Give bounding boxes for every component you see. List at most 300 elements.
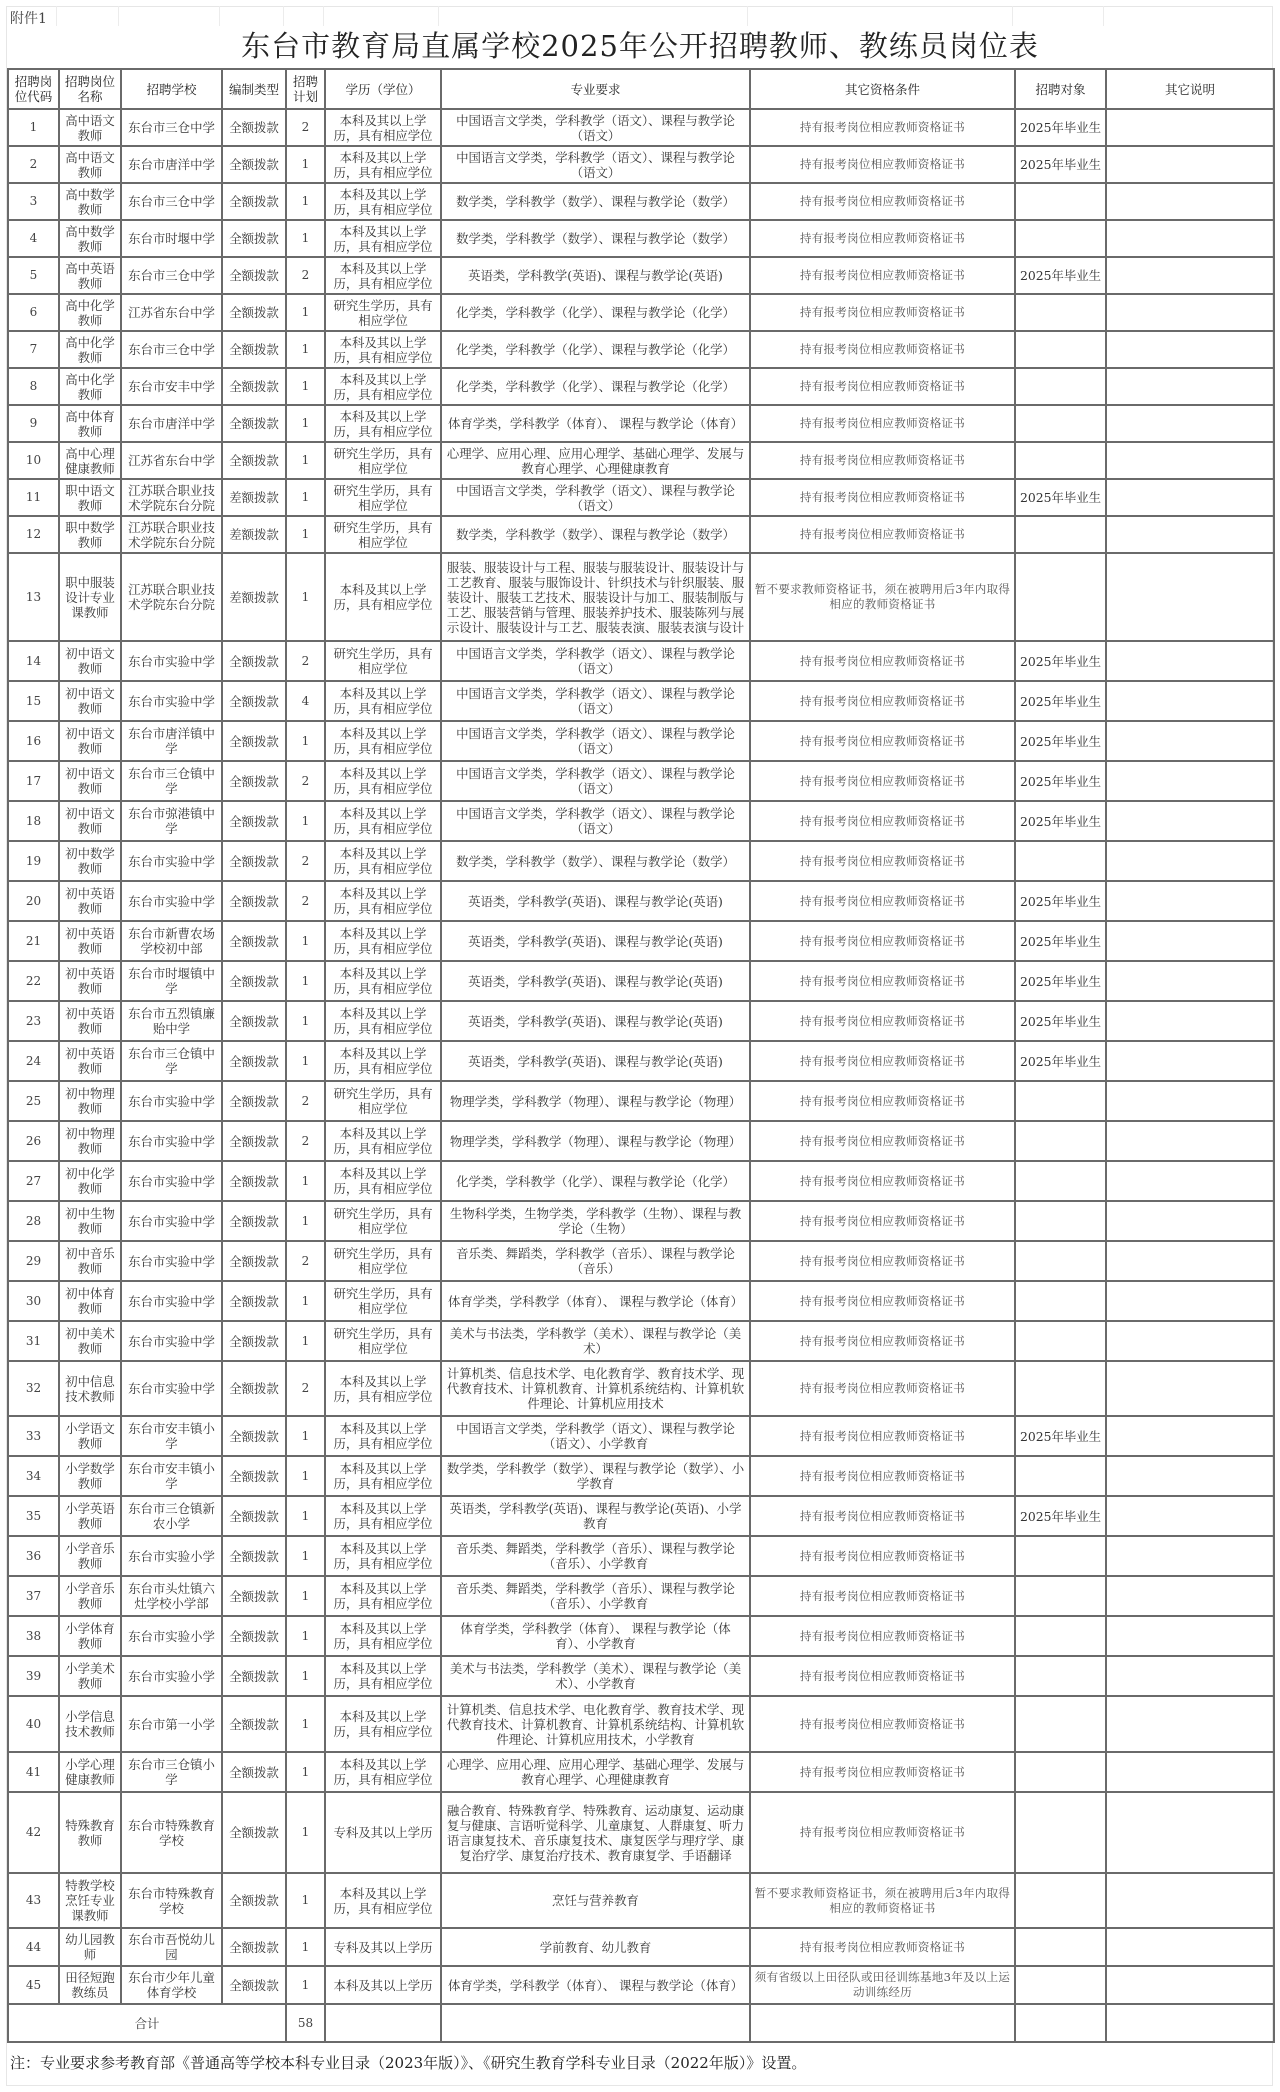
row-staffing: 全额拨款 (222, 681, 286, 721)
header-school: 招聘学校 (121, 69, 222, 109)
row-education: 本科及其以上学历，具有相应学位 (325, 368, 441, 405)
row-name: 职中数学教师 (59, 516, 121, 553)
row-name: 高中心理健康教师 (59, 442, 121, 479)
row-education: 研究生学历，具有相应学位 (325, 442, 441, 479)
row-name: 小学音乐教师 (59, 1536, 121, 1576)
row-conditions: 须有省级以上田径队或田径训练基地3年及以上运动训练经历 (750, 1966, 1015, 2004)
row-name: 职中语文教师 (59, 479, 121, 516)
row-education: 研究生学历，具有相应学位 (325, 1241, 441, 1281)
row-conditions: 持有报考岗位相应教师资格证书 (750, 1928, 1015, 1966)
row-name: 初中语文教师 (59, 721, 121, 761)
row-code: 38 (8, 1616, 59, 1656)
row-code: 21 (8, 921, 59, 961)
row-education: 本科及其以上学历，具有相应学位 (325, 1696, 441, 1752)
row-target (1015, 841, 1106, 881)
table-row (8, 1201, 1274, 1241)
row-staffing: 全额拨款 (222, 1966, 286, 2004)
row-plan: 1 (286, 1696, 325, 1752)
row-name: 初中生物教师 (59, 1201, 121, 1241)
row-major: 化学类，学科教学（化学）、课程与教学论（化学） (441, 1161, 750, 1201)
row-school: 东台市吾悦幼儿园 (121, 1928, 222, 1966)
row-education: 本科及其以上学历，具有相应学位 (325, 1656, 441, 1696)
row-education: 专科及其以上学历 (325, 1928, 441, 1966)
row-plan: 2 (286, 641, 325, 681)
row-target (1015, 368, 1106, 405)
row-plan: 1 (286, 1161, 325, 1201)
row-staffing: 全额拨款 (222, 146, 286, 183)
row-plan: 2 (286, 761, 325, 801)
row-notes (1106, 1281, 1274, 1321)
row-code: 29 (8, 1241, 59, 1281)
row-staffing: 全额拨款 (222, 801, 286, 841)
row-conditions: 持有报考岗位相应教师资格证书 (750, 183, 1015, 220)
table-row (8, 109, 1274, 146)
row-major: 音乐类、舞蹈类，学科教学（音乐）、课程与教学论（音乐）、小学教育 (441, 1576, 750, 1616)
row-conditions: 持有报考岗位相应教师资格证书 (750, 1792, 1015, 1873)
row-staffing: 差额拨款 (222, 516, 286, 553)
table-row (8, 479, 1274, 516)
row-notes (1106, 294, 1274, 331)
table-row (8, 1966, 1274, 2004)
row-education: 研究生学历，具有相应学位 (325, 641, 441, 681)
row-staffing: 差额拨款 (222, 479, 286, 516)
table-row (8, 1576, 1274, 1616)
row-school: 东台市三仓中学 (121, 331, 222, 368)
row-plan: 2 (286, 1361, 325, 1416)
row-staffing: 全额拨款 (222, 1121, 286, 1161)
row-major: 学前教育、幼儿教育 (441, 1928, 750, 1966)
table-row (8, 1001, 1274, 1041)
row-education: 研究生学历，具有相应学位 (325, 479, 441, 516)
row-notes (1106, 331, 1274, 368)
row-code: 31 (8, 1321, 59, 1361)
row-plan: 1 (286, 183, 325, 220)
row-notes (1106, 1161, 1274, 1201)
row-notes (1106, 405, 1274, 442)
row-target: 2025年毕业生 (1015, 721, 1106, 761)
row-major: 物理学类，学科教学（物理）、课程与教学论（物理） (441, 1081, 750, 1121)
row-conditions: 暂不要求教师资格证书，须在被聘用后3年内取得相应的教师资格证书 (750, 1873, 1015, 1928)
row-school: 江苏联合职业技术学院东台分院 (121, 553, 222, 641)
row-staffing: 全额拨款 (222, 1361, 286, 1416)
row-education: 本科及其以上学历，具有相应学位 (325, 109, 441, 146)
header-plan: 招聘计划 (286, 69, 325, 109)
row-name: 高中英语教师 (59, 257, 121, 294)
row-school: 东台市新曹农场学校初中部 (121, 921, 222, 961)
row-notes (1106, 109, 1274, 146)
row-name: 小学信息技术教师 (59, 1696, 121, 1752)
row-notes (1106, 1966, 1274, 2004)
row-conditions: 持有报考岗位相应教师资格证书 (750, 721, 1015, 761)
row-notes (1106, 1928, 1274, 1966)
row-staffing: 全额拨款 (222, 257, 286, 294)
row-education: 本科及其以上学历，具有相应学位 (325, 1001, 441, 1041)
row-name: 初中美术教师 (59, 1321, 121, 1361)
row-plan: 1 (286, 1536, 325, 1576)
row-name: 初中英语教师 (59, 881, 121, 921)
row-major: 烹饪与营养教育 (441, 1873, 750, 1928)
row-code: 37 (8, 1576, 59, 1616)
row-plan: 1 (286, 553, 325, 641)
row-name: 幼儿园教师 (59, 1928, 121, 1966)
row-education: 本科及其以上学历，具有相应学位 (325, 881, 441, 921)
row-code: 2 (8, 146, 59, 183)
row-education: 本科及其以上学历，具有相应学位 (325, 183, 441, 220)
row-plan: 4 (286, 681, 325, 721)
row-school: 东台市三仓中学 (121, 257, 222, 294)
row-education: 本科及其以上学历，具有相应学位 (325, 681, 441, 721)
row-school: 东台市唐洋中学 (121, 405, 222, 442)
row-staffing: 全额拨款 (222, 881, 286, 921)
row-major: 数学类，学科教学（数学）、课程与教学论（数学） (441, 841, 750, 881)
row-school: 东台市实验中学 (121, 881, 222, 921)
row-major: 美术与书法类，学科教学（美术）、课程与教学论（美术） (441, 1321, 750, 1361)
row-school: 东台市五烈镇廉贻中学 (121, 1001, 222, 1041)
row-name: 小学美术教师 (59, 1656, 121, 1696)
row-target: 2025年毕业生 (1015, 1001, 1106, 1041)
row-school: 东台市三仓中学 (121, 183, 222, 220)
row-plan: 1 (286, 1416, 325, 1456)
table-row (8, 961, 1274, 1001)
header-conditions: 其它资格条件 (750, 69, 1015, 109)
table-row (8, 368, 1274, 405)
row-staffing: 差额拨款 (222, 553, 286, 641)
table-body (8, 109, 1274, 2004)
row-target (1015, 1696, 1106, 1752)
row-school: 东台市三仓镇新农小学 (121, 1496, 222, 1536)
row-conditions: 持有报考岗位相应教师资格证书 (750, 1281, 1015, 1321)
row-school: 东台市实验中学 (121, 841, 222, 881)
row-code: 26 (8, 1121, 59, 1161)
row-name: 高中语文教师 (59, 146, 121, 183)
row-major: 化学类，学科教学（化学）、课程与教学论（化学） (441, 294, 750, 331)
row-education: 本科及其以上学历，具有相应学位 (325, 146, 441, 183)
row-notes (1106, 442, 1274, 479)
table-row (8, 1321, 1274, 1361)
row-education: 本科及其以上学历，具有相应学位 (325, 1416, 441, 1456)
row-notes (1106, 881, 1274, 921)
row-target: 2025年毕业生 (1015, 961, 1106, 1001)
row-notes (1106, 1241, 1274, 1281)
row-conditions: 持有报考岗位相应教师资格证书 (750, 405, 1015, 442)
row-name: 初中英语教师 (59, 921, 121, 961)
table-row (8, 1752, 1274, 1792)
row-plan: 1 (286, 1616, 325, 1656)
row-code: 35 (8, 1496, 59, 1536)
row-target (1015, 1281, 1106, 1321)
row-school: 东台市特殊教育学校 (121, 1873, 222, 1928)
row-major: 计算机类、信息技术学、电化教育学、教育技术学、现代教育技术、计算机教育、计算机系统结构、计算机软件理论、计算机应用技术，小学教育 (441, 1696, 750, 1752)
row-education: 本科及其以上学历，具有相应学位 (325, 1536, 441, 1576)
row-education: 本科及其以上学历，具有相应学位 (325, 553, 441, 641)
row-target (1015, 1161, 1106, 1201)
row-target (1015, 553, 1106, 641)
row-major: 音乐类、舞蹈类，学科教学（音乐）、课程与教学论（音乐） (441, 1241, 750, 1281)
row-staffing: 全额拨款 (222, 1792, 286, 1873)
total-row (8, 2004, 1274, 2042)
row-code: 27 (8, 1161, 59, 1201)
table-row (8, 801, 1274, 841)
row-notes (1106, 1576, 1274, 1616)
row-major: 数学类，学科教学（数学）、课程与教学论（数学）、小学教育 (441, 1456, 750, 1496)
row-target (1015, 516, 1106, 553)
row-school: 东台市三仓中学 (121, 109, 222, 146)
row-target (1015, 220, 1106, 257)
row-conditions: 持有报考岗位相应教师资格证书 (750, 1241, 1015, 1281)
row-school: 东台市唐洋镇中学 (121, 721, 222, 761)
row-code: 17 (8, 761, 59, 801)
row-target: 2025年毕业生 (1015, 146, 1106, 183)
row-major: 英语类，学科教学(英语)、课程与教学论(英语) (441, 961, 750, 1001)
row-education: 本科及其以上学历，具有相应学位 (325, 1361, 441, 1416)
row-school: 东台市头灶镇六灶学校小学部 (121, 1576, 222, 1616)
row-conditions: 持有报考岗位相应教师资格证书 (750, 442, 1015, 479)
row-education: 本科及其以上学历，具有相应学位 (325, 921, 441, 961)
recruitment-table (7, 68, 1275, 2043)
row-notes (1106, 1656, 1274, 1696)
row-conditions: 持有报考岗位相应教师资格证书 (750, 1416, 1015, 1456)
table-row (8, 1361, 1274, 1416)
row-staffing: 全额拨款 (222, 921, 286, 961)
row-name: 小学音乐教师 (59, 1576, 121, 1616)
row-plan: 1 (286, 1456, 325, 1496)
row-major: 英语类，学科教学(英语)、课程与教学论(英语) (441, 1001, 750, 1041)
row-conditions: 持有报考岗位相应教师资格证书 (750, 1576, 1015, 1616)
row-education: 本科及其以上学历，具有相应学位 (325, 1616, 441, 1656)
row-plan: 1 (286, 1966, 325, 2004)
row-school: 东台市时堰镇中学 (121, 961, 222, 1001)
row-conditions: 持有报考岗位相应教师资格证书 (750, 841, 1015, 881)
header-major: 专业要求 (441, 69, 750, 109)
row-target (1015, 405, 1106, 442)
row-school: 东台市第一小学 (121, 1696, 222, 1752)
row-notes (1106, 220, 1274, 257)
row-name: 高中化学教师 (59, 331, 121, 368)
row-plan: 1 (286, 516, 325, 553)
row-target (1015, 1081, 1106, 1121)
row-notes (1106, 681, 1274, 721)
row-code: 42 (8, 1792, 59, 1873)
row-education: 本科及其以上学历，具有相应学位 (325, 1041, 441, 1081)
row-plan: 1 (286, 1873, 325, 1928)
row-conditions: 持有报考岗位相应教师资格证书 (750, 801, 1015, 841)
table-row (8, 183, 1274, 220)
row-notes (1106, 761, 1274, 801)
row-staffing: 全额拨款 (222, 442, 286, 479)
row-plan: 1 (286, 1001, 325, 1041)
row-notes (1106, 961, 1274, 1001)
row-code: 3 (8, 183, 59, 220)
row-notes (1106, 479, 1274, 516)
table-row (8, 220, 1274, 257)
row-name: 初中语文教师 (59, 761, 121, 801)
table-row (8, 1081, 1274, 1121)
header-staffing: 编制类型 (222, 69, 286, 109)
row-notes (1106, 1201, 1274, 1241)
row-target (1015, 1792, 1106, 1873)
row-notes (1106, 368, 1274, 405)
row-staffing: 全额拨款 (222, 183, 286, 220)
row-target: 2025年毕业生 (1015, 109, 1106, 146)
row-target (1015, 1966, 1106, 2004)
row-target: 2025年毕业生 (1015, 1496, 1106, 1536)
row-target (1015, 1536, 1106, 1576)
row-code: 9 (8, 405, 59, 442)
row-conditions: 暂不要求教师资格证书，须在被聘用后3年内取得相应的教师资格证书 (750, 553, 1015, 641)
row-plan: 1 (286, 1201, 325, 1241)
row-code: 44 (8, 1928, 59, 1966)
table-row (8, 1041, 1274, 1081)
row-staffing: 全额拨款 (222, 721, 286, 761)
row-staffing: 全额拨款 (222, 1496, 286, 1536)
row-major: 心理学、应用心理、应用心理学、基础心理学、发展与教育心理学、心理健康教育 (441, 442, 750, 479)
row-code: 19 (8, 841, 59, 881)
row-staffing: 全额拨款 (222, 1416, 286, 1456)
table-row (8, 881, 1274, 921)
row-name: 特教学校烹饪专业课教师 (59, 1873, 121, 1928)
row-name: 特殊教育教师 (59, 1792, 121, 1873)
row-education: 研究生学历，具有相应学位 (325, 1321, 441, 1361)
row-conditions: 持有报考岗位相应教师资格证书 (750, 109, 1015, 146)
row-target: 2025年毕业生 (1015, 921, 1106, 961)
row-conditions: 持有报考岗位相应教师资格证书 (750, 1752, 1015, 1792)
total-empty (441, 2004, 750, 2042)
row-name: 高中体育教师 (59, 405, 121, 442)
row-staffing: 全额拨款 (222, 1696, 286, 1752)
row-code: 24 (8, 1041, 59, 1081)
row-major: 英语类，学科教学(英语)、课程与教学论(英语) (441, 921, 750, 961)
total-plan: 58 (286, 2004, 325, 2042)
row-notes (1106, 257, 1274, 294)
row-code: 8 (8, 368, 59, 405)
row-code: 11 (8, 479, 59, 516)
table-row (8, 1161, 1274, 1201)
row-major: 生物科学类，生物学类，学科教学（生物）、课程与教学论（生物） (441, 1201, 750, 1241)
row-plan: 1 (286, 721, 325, 761)
row-plan: 1 (286, 146, 325, 183)
row-notes (1106, 516, 1274, 553)
row-school: 东台市特殊教育学校 (121, 1792, 222, 1873)
row-plan: 1 (286, 1041, 325, 1081)
row-code: 1 (8, 109, 59, 146)
row-notes (1106, 1321, 1274, 1361)
row-conditions: 持有报考岗位相应教师资格证书 (750, 1161, 1015, 1201)
row-school: 东台市少年儿童体育学校 (121, 1966, 222, 2004)
row-school: 东台市弶港镇中学 (121, 801, 222, 841)
row-school: 江苏省东台中学 (121, 442, 222, 479)
row-conditions: 持有报考岗位相应教师资格证书 (750, 1361, 1015, 1416)
table-row (8, 1792, 1274, 1873)
row-code: 7 (8, 331, 59, 368)
table-row (8, 1616, 1274, 1656)
row-school: 东台市实验中学 (121, 1241, 222, 1281)
row-education: 本科及其以上学历，具有相应学位 (325, 331, 441, 368)
row-plan: 1 (286, 220, 325, 257)
table-row (8, 553, 1274, 641)
row-staffing: 全额拨款 (222, 368, 286, 405)
row-plan: 1 (286, 405, 325, 442)
row-staffing: 全额拨款 (222, 1536, 286, 1576)
row-plan: 1 (286, 921, 325, 961)
row-conditions: 持有报考岗位相应教师资格证书 (750, 146, 1015, 183)
row-education: 研究生学历，具有相应学位 (325, 1081, 441, 1121)
row-notes (1106, 1536, 1274, 1576)
table-row (8, 841, 1274, 881)
row-code: 16 (8, 721, 59, 761)
attachment-label: 附件1 (10, 11, 47, 27)
row-target (1015, 1928, 1106, 1966)
row-school: 东台市时堰中学 (121, 220, 222, 257)
row-conditions: 持有报考岗位相应教师资格证书 (750, 681, 1015, 721)
row-school: 东台市实验中学 (121, 1121, 222, 1161)
row-name: 小学英语教师 (59, 1496, 121, 1536)
row-name: 高中数学教师 (59, 183, 121, 220)
row-conditions: 持有报考岗位相应教师资格证书 (750, 1041, 1015, 1081)
row-major: 英语类，学科教学(英语)、课程与教学论(英语)、小学教育 (441, 1496, 750, 1536)
table-row (8, 1416, 1274, 1456)
row-target (1015, 1456, 1106, 1496)
row-code: 41 (8, 1752, 59, 1792)
row-plan: 1 (286, 368, 325, 405)
row-code: 4 (8, 220, 59, 257)
row-name: 田径短跑教练员 (59, 1966, 121, 2004)
row-notes (1106, 1121, 1274, 1161)
row-school: 东台市实验小学 (121, 1616, 222, 1656)
row-education: 专科及其以上学历 (325, 1792, 441, 1873)
row-conditions: 持有报考岗位相应教师资格证书 (750, 516, 1015, 553)
row-major: 音乐类、舞蹈类，学科教学（音乐）、课程与教学论（音乐）、小学教育 (441, 1536, 750, 1576)
row-staffing: 全额拨款 (222, 1161, 286, 1201)
row-code: 14 (8, 641, 59, 681)
row-staffing: 全额拨款 (222, 1041, 286, 1081)
row-plan: 2 (286, 1081, 325, 1121)
row-conditions: 持有报考岗位相应教师资格证书 (750, 479, 1015, 516)
total-empty (1106, 2004, 1274, 2042)
row-major: 计算机类、信息技术学、电化教育学、教育技术学、现代教育技术、计算机教育、计算机系统结构、计算机软件理论、计算机应用技术 (441, 1361, 750, 1416)
row-school: 东台市安丰中学 (121, 368, 222, 405)
row-major: 中国语言文学类，学科教学（语文）、课程与教学论（语文） (441, 146, 750, 183)
row-code: 6 (8, 294, 59, 331)
row-target (1015, 1873, 1106, 1928)
row-notes (1106, 1081, 1274, 1121)
row-education: 本科及其以上学历，具有相应学位 (325, 1873, 441, 1928)
table-row (8, 516, 1274, 553)
row-name: 高中化学教师 (59, 294, 121, 331)
row-major: 中国语言文学类，学科教学（语文）、课程与教学论（语文） (441, 641, 750, 681)
row-major: 中国语言文学类，学科教学（语文）、课程与教学论（语文） (441, 479, 750, 516)
row-education: 本科及其以上学历，具有相应学位 (325, 257, 441, 294)
table-row (8, 405, 1274, 442)
row-plan: 2 (286, 841, 325, 881)
total-empty (750, 2004, 1015, 2042)
row-target: 2025年毕业生 (1015, 801, 1106, 841)
row-school: 东台市实验中学 (121, 1161, 222, 1201)
row-staffing: 全额拨款 (222, 1321, 286, 1361)
row-major: 化学类，学科教学（化学）、课程与教学论（化学） (441, 331, 750, 368)
row-staffing: 全额拨款 (222, 294, 286, 331)
row-conditions: 持有报考岗位相应教师资格证书 (750, 220, 1015, 257)
total-empty (1015, 2004, 1106, 2042)
row-major: 英语类，学科教学(英语)、课程与教学论(英语) (441, 257, 750, 294)
row-school: 东台市实验中学 (121, 1281, 222, 1321)
row-target (1015, 331, 1106, 368)
row-school: 东台市实验中学 (121, 1081, 222, 1121)
row-education: 研究生学历，具有相应学位 (325, 516, 441, 553)
row-plan: 1 (286, 442, 325, 479)
row-school: 江苏联合职业技术学院东台分院 (121, 516, 222, 553)
row-code: 40 (8, 1696, 59, 1752)
row-education: 本科及其以上学历，具有相应学位 (325, 405, 441, 442)
